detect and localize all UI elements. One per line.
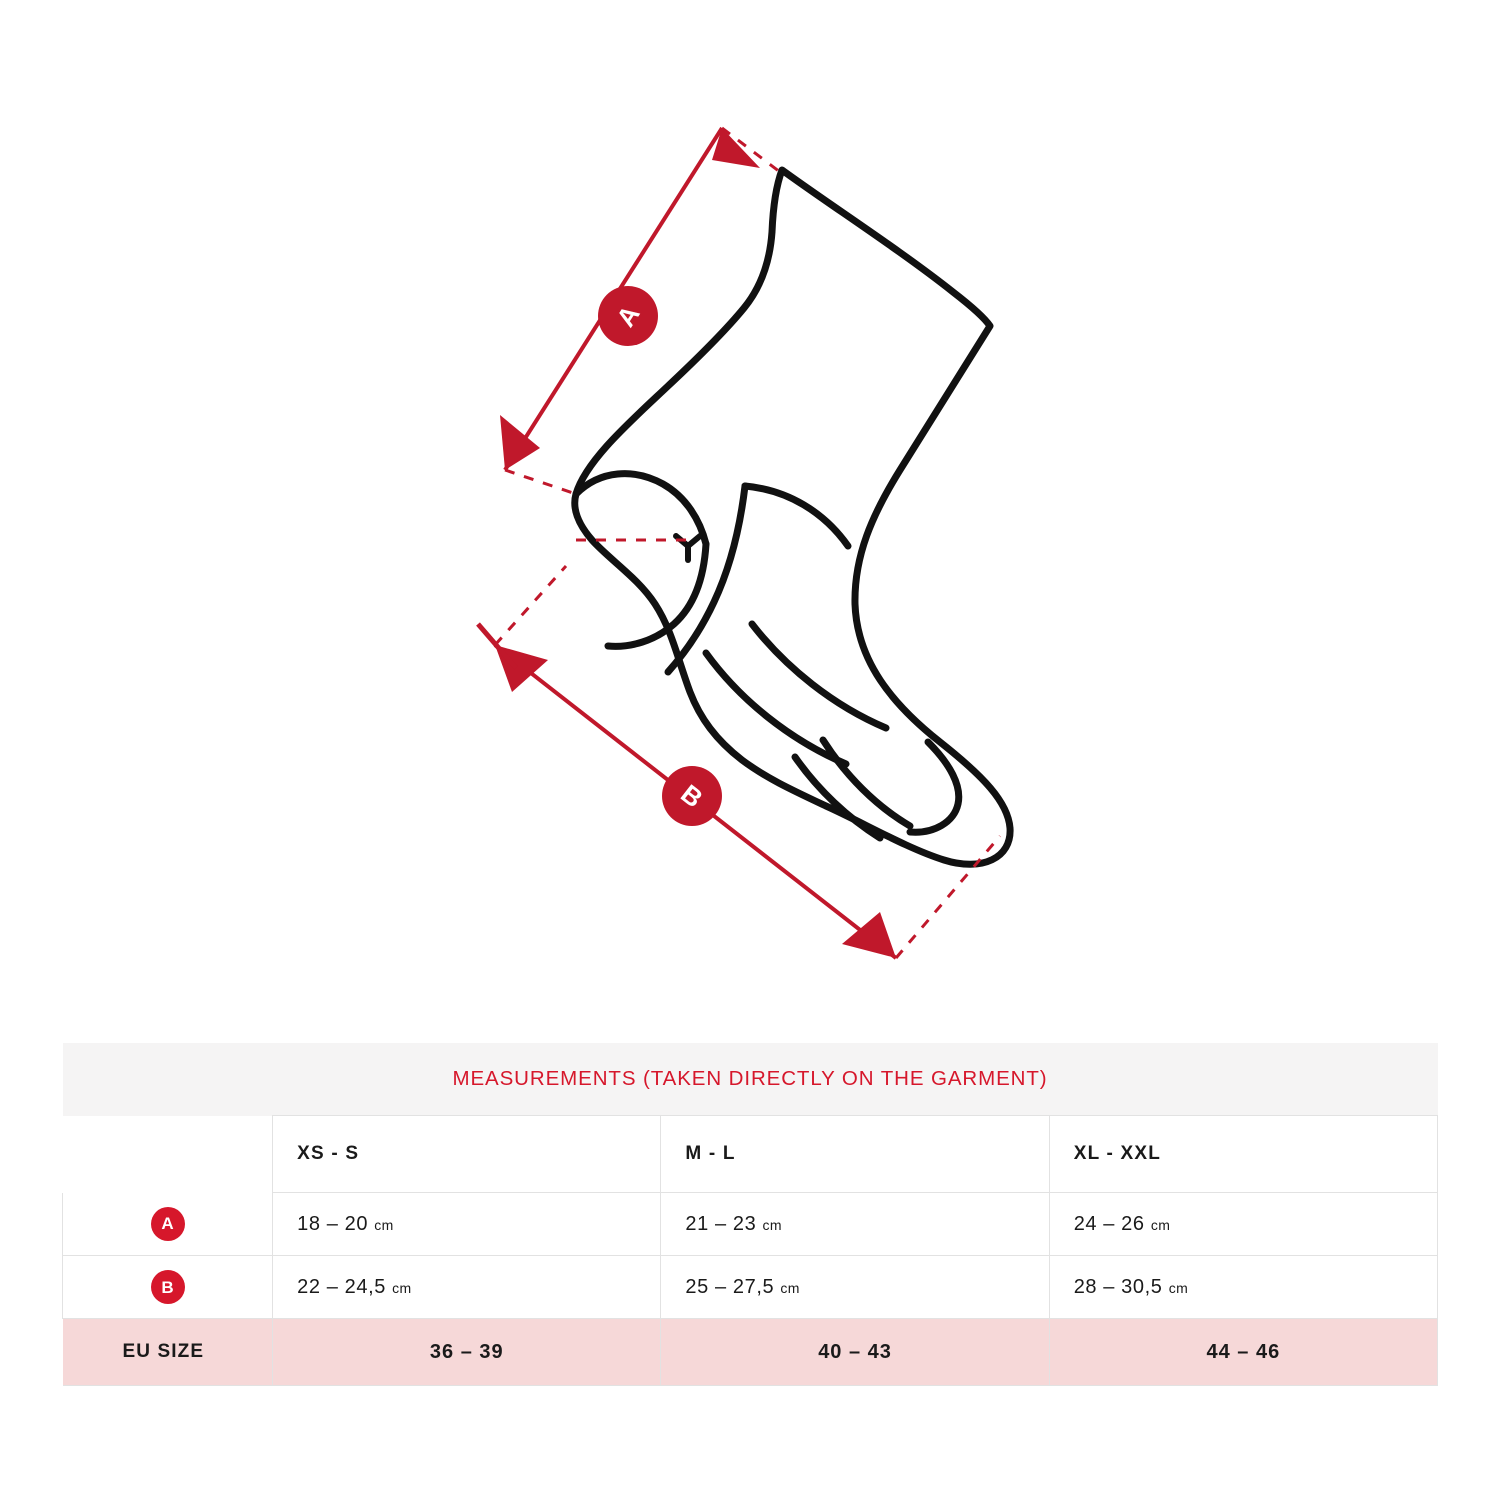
table-row <box>63 1256 1438 1319</box>
cell-a-xs-s-unit: cm <box>374 1216 394 1233</box>
badge-a: A <box>151 1207 185 1241</box>
table-title: MEASUREMENTS (TAKEN DIRECTLY ON THE GARMENT) <box>63 1043 1438 1116</box>
cell-b-m-l-value: 25 – 27,5 <box>685 1275 775 1298</box>
table-title-row <box>63 1043 1438 1116</box>
badge-b: B <box>151 1270 185 1304</box>
size-table-container <box>62 1043 1438 1386</box>
cell-b-m-l <box>661 1256 1049 1319</box>
cell-a-xs-s-value: 18 – 20 <box>297 1212 369 1235</box>
cell-b-xl-xxl-value: 28 – 30,5 <box>1073 1275 1163 1298</box>
cell-b-xs-s <box>273 1256 661 1319</box>
cell-a-m-l-unit: cm <box>762 1216 782 1233</box>
eu-size-row <box>63 1319 1438 1386</box>
table-row <box>63 1193 1438 1256</box>
cell-a-xl-xxl-value: 24 – 26 <box>1073 1212 1145 1235</box>
header-empty-cell <box>63 1116 273 1193</box>
cell-b-m-l-unit: cm <box>780 1279 800 1296</box>
cell-b-xs-s-unit: cm <box>392 1279 412 1296</box>
eu-size-m-l: 40 – 43 <box>661 1319 1049 1386</box>
cell-a-xl-xxl <box>1049 1193 1437 1256</box>
column-header-xl-xxl: XL - XXL <box>1049 1116 1437 1193</box>
cell-b-xs-s-value: 22 – 24,5 <box>297 1275 386 1298</box>
cell-b-xl-xxl <box>1049 1256 1437 1319</box>
eu-size-xs-s: 36 – 39 <box>273 1319 661 1386</box>
row-marker-b <box>63 1256 273 1319</box>
row-marker-a <box>63 1193 273 1256</box>
cell-a-xs-s <box>273 1193 661 1256</box>
column-header-xs-s: XS - S <box>273 1116 661 1193</box>
table-header-row <box>63 1116 1438 1193</box>
eu-size-xl-xxl: 44 – 46 <box>1049 1319 1437 1386</box>
cell-b-xl-xxl-unit: cm <box>1168 1279 1189 1296</box>
cell-a-xl-xxl-unit: cm <box>1150 1216 1171 1233</box>
marker-a-badge <box>598 286 658 346</box>
size-table <box>62 1043 1438 1386</box>
cell-a-m-l <box>661 1193 1049 1256</box>
cell-a-m-l-value: 21 – 23 <box>685 1212 757 1235</box>
eu-size-label: EU SIZE <box>63 1319 273 1386</box>
marker-b-label: B <box>675 778 709 814</box>
marker-a-label: A <box>610 299 646 333</box>
column-header-m-l: M - L <box>661 1116 1049 1193</box>
marker-b-badge <box>662 766 722 826</box>
